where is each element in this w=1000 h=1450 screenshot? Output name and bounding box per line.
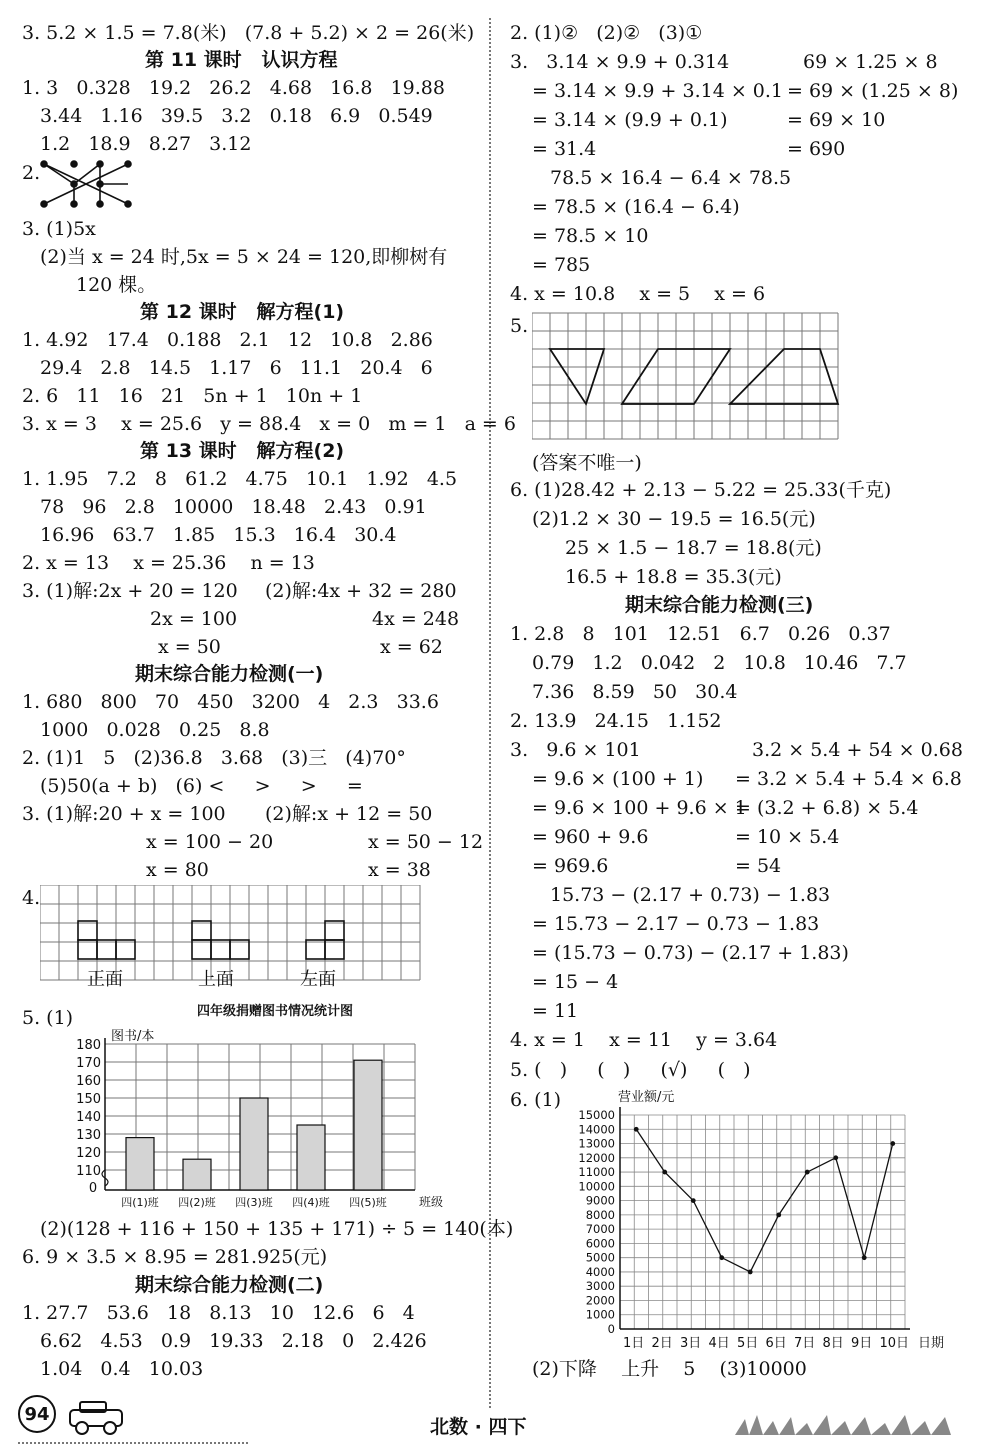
answer-line: x = 38 bbox=[368, 859, 431, 881]
answer-line: 3. 3.14 × 9.9 + 0.314 bbox=[510, 51, 730, 73]
answer-line: 1. 1.95 7.2 8 61.2 4.75 10.1 1.92 4.5 bbox=[22, 468, 458, 490]
y-tick-label: 150 bbox=[76, 1092, 101, 1107]
matching-diagram bbox=[38, 158, 138, 214]
section-heading: 期末综合能力检测(一) bbox=[135, 663, 324, 685]
answer-line: = 54 bbox=[735, 855, 782, 877]
answer-line: 69 × 1.25 × 8 bbox=[803, 51, 938, 73]
y-tick-label: 7000 bbox=[585, 1222, 615, 1237]
y-tick-label: 120 bbox=[76, 1146, 101, 1161]
answer-line: = 10 × 5.4 bbox=[735, 826, 840, 848]
y-tick-label: 170 bbox=[76, 1056, 101, 1071]
answer-line: 3. 5.2 × 1.5 = 7.8(米) (7.8 + 5.2) × 2 = 26(米) bbox=[22, 22, 475, 44]
y-tick-label: 110 bbox=[76, 1164, 101, 1179]
data-point bbox=[833, 1155, 838, 1160]
y-tick-label: 12000 bbox=[578, 1150, 615, 1165]
answer-line: 4x = 248 bbox=[372, 608, 460, 630]
answer-line: 3. 9.6 × 101 bbox=[510, 739, 641, 761]
answer-line: 78 96 2.8 10000 18.48 2.43 0.91 bbox=[40, 496, 427, 518]
y-tick-label: 0 bbox=[88, 1181, 98, 1196]
answer-line: 1. 27.7 53.6 18 8.13 10 12.6 6 4 bbox=[22, 1302, 415, 1324]
triangle-shape bbox=[550, 349, 604, 404]
section-heading: 第 11 课时 认识方程 bbox=[145, 49, 338, 71]
y-tick-label: 14000 bbox=[578, 1122, 615, 1137]
answer-line: 6. (1)28.42 + 2.13 − 5.22 = 25.33(千克) bbox=[510, 479, 892, 501]
answer-line: = 69 × 10 bbox=[787, 109, 886, 131]
answer-line: 120 棵。 bbox=[76, 274, 157, 296]
answer-line: = 78.5 × (16.4 − 6.4) bbox=[532, 196, 740, 218]
x-axis-label: 日期 bbox=[918, 1336, 945, 1351]
answer-line: 3. (1)5x bbox=[22, 218, 96, 240]
answer-line: 1000 0.028 0.25 8.8 bbox=[40, 719, 270, 741]
footer-subject: 北数 · 四下 bbox=[430, 1416, 527, 1438]
answer-line: 6. (1) bbox=[510, 1089, 562, 1111]
answer-line: 3.2 × 5.4 + 54 × 0.68 bbox=[752, 739, 963, 761]
y-tick-label: 13000 bbox=[578, 1136, 615, 1151]
y-tick-label: 160 bbox=[76, 1074, 101, 1089]
answer-line: 2. 6 11 16 21 5n + 1 10n + 1 bbox=[22, 385, 363, 407]
y-tick-label: 140 bbox=[76, 1110, 101, 1125]
answer-line: x = 50 − 12 bbox=[368, 831, 484, 853]
footer-rule bbox=[18, 1442, 248, 1444]
answer-line: = 9.6 × (100 + 1) bbox=[532, 768, 704, 790]
answer-line: = 3.2 × 5.4 + 5.4 × 6.8 bbox=[735, 768, 962, 790]
answer-line: = 690 bbox=[787, 138, 846, 160]
y-tick-label: 11000 bbox=[578, 1165, 615, 1180]
answer-line: 2. (1)1 5 (2)36.8 3.68 (3)三 (4)70° bbox=[22, 747, 406, 769]
y-axis-label: 图书/本 bbox=[111, 1029, 155, 1044]
answer-line: 4. x = 1 x = 11 y = 3.64 bbox=[510, 1029, 778, 1051]
data-point bbox=[748, 1270, 753, 1275]
answer-line: 5. bbox=[510, 315, 529, 337]
answer-line: (2)解:4x + 32 = 280 bbox=[265, 580, 457, 602]
y-tick-label: 8000 bbox=[585, 1207, 615, 1222]
answer-line: = 785 bbox=[532, 254, 591, 276]
y-tick-label: 180 bbox=[76, 1038, 101, 1053]
x-axis-label: 班级 bbox=[419, 1195, 444, 1209]
x-tick-label: 9日 bbox=[851, 1336, 873, 1351]
data-point bbox=[776, 1212, 781, 1217]
bar bbox=[183, 1159, 211, 1190]
answer-line: 7.36 8.59 50 30.4 bbox=[532, 681, 738, 703]
line-chart bbox=[560, 1083, 960, 1353]
column-divider bbox=[489, 18, 491, 1408]
x-tick-label: 8日 bbox=[822, 1336, 844, 1351]
answer-line: 1. 4.92 17.4 0.188 2.1 12 10.8 2.86 bbox=[22, 329, 433, 351]
answer-line: 2. bbox=[22, 162, 41, 184]
answer-line: = 15.73 − 2.17 − 0.73 − 1.83 bbox=[532, 913, 820, 935]
section-heading: 第 12 课时 解方程(1) bbox=[140, 301, 345, 323]
y-tick-label: 6000 bbox=[585, 1236, 615, 1251]
y-tick-label: 4000 bbox=[585, 1264, 615, 1279]
view-label-top: 上面 bbox=[198, 969, 234, 990]
view-label-left: 左面 bbox=[300, 969, 336, 990]
answer-line: 6.62 4.53 0.9 19.33 2.18 0 2.426 bbox=[40, 1330, 427, 1352]
answer-line: (5)50(a + b) (6) < > > = bbox=[40, 775, 363, 797]
data-point bbox=[691, 1198, 696, 1203]
view-label-front: 正面 bbox=[87, 969, 123, 990]
bar bbox=[354, 1060, 382, 1190]
answer-line: 3. x = 3 x = 25.6 y = 88.4 x = 0 m = 1 a = 6 bbox=[22, 413, 516, 435]
data-point bbox=[805, 1170, 810, 1175]
bar bbox=[126, 1138, 154, 1190]
section-heading: 第 13 课时 解方程(2) bbox=[140, 440, 345, 462]
answer-line: 16.96 63.7 1.85 15.3 16.4 30.4 bbox=[40, 524, 397, 546]
y-tick-label: 15000 bbox=[578, 1108, 615, 1122]
answer-line: 25 × 1.5 − 18.7 = 18.8(元) bbox=[565, 537, 822, 559]
y-tick-label: 2000 bbox=[585, 1293, 615, 1308]
answer-line: (2)1.2 × 30 − 19.5 = 16.5(元) bbox=[532, 508, 816, 530]
answer-line: 16.5 + 18.8 = 35.3(元) bbox=[565, 566, 782, 588]
answer-line: 4. bbox=[22, 887, 41, 909]
y-axis-label: 营业额/元 bbox=[618, 1090, 675, 1105]
x-tick-label: 四(4)班 bbox=[292, 1196, 330, 1209]
answer-note: (答案不唯一) bbox=[532, 452, 642, 474]
answer-line: = (3.2 + 6.8) × 5.4 bbox=[735, 797, 919, 819]
x-tick-label: 7日 bbox=[794, 1336, 816, 1351]
x-tick-label: 四(5)班 bbox=[349, 1196, 387, 1209]
answer-line: 5. ( ) ( ) (√) ( ) bbox=[510, 1059, 751, 1081]
answer-line: (2)当 x = 24 时,5x = 5 × 24 = 120,即柳树有 bbox=[40, 246, 448, 268]
chart-title: 四年级捐赠图书情况统计图 bbox=[196, 1004, 354, 1019]
bar bbox=[240, 1098, 268, 1190]
answer-line: 3.44 1.16 39.5 3.2 0.18 6.9 0.549 bbox=[40, 105, 433, 127]
page-number: 94 bbox=[24, 1403, 50, 1425]
answer-line: 78.5 × 16.4 − 6.4 × 78.5 bbox=[550, 167, 792, 189]
bar-chart bbox=[75, 998, 465, 1213]
answer-line: 3. (1)解:2x + 20 = 120 bbox=[22, 580, 238, 602]
answer-line: x = 100 − 20 bbox=[146, 831, 274, 853]
answer-line: = 969.6 bbox=[532, 855, 609, 877]
y-tick-label: 5000 bbox=[585, 1250, 615, 1265]
grass-decoration-icon bbox=[735, 1405, 965, 1437]
answer-line: = 11 bbox=[532, 1000, 579, 1022]
x-tick-label: 3日 bbox=[680, 1336, 702, 1351]
answer-line: 2x = 100 bbox=[150, 608, 238, 630]
answer-line: 15.73 − (2.17 + 0.73) − 1.83 bbox=[550, 884, 831, 906]
answer-line: 6. 9 × 3.5 × 8.95 = 281.925(元) bbox=[22, 1246, 328, 1268]
section-heading: 期末综合能力检测(三) bbox=[625, 594, 814, 616]
y-tick-label: 130 bbox=[76, 1128, 101, 1143]
answer-line: (2)下降 上升 5 (3)10000 bbox=[532, 1358, 807, 1380]
answer-line: x = 62 bbox=[380, 636, 443, 658]
data-point bbox=[662, 1170, 667, 1175]
bar bbox=[297, 1125, 325, 1190]
answer-line: = 9.6 × 100 + 9.6 × 1 bbox=[532, 797, 747, 819]
x-tick-label: 10日 bbox=[879, 1336, 910, 1351]
x-tick-label: 1日 bbox=[623, 1336, 645, 1351]
y-tick-label: 3000 bbox=[585, 1279, 615, 1294]
answer-line: 3. (1)解:20 + x = 100 bbox=[22, 803, 226, 825]
answer-line: = 31.4 bbox=[532, 138, 597, 160]
x-tick-label: 4日 bbox=[708, 1336, 730, 1351]
answer-line: = 3.14 × (9.9 + 0.1) bbox=[532, 109, 728, 131]
data-point bbox=[719, 1255, 724, 1260]
data-point bbox=[634, 1127, 639, 1132]
answer-line: = 3.14 × 9.9 + 3.14 × 0.1 bbox=[532, 80, 783, 102]
data-point bbox=[890, 1141, 895, 1146]
answer-line: x = 80 bbox=[146, 859, 209, 881]
y-tick-label: 10000 bbox=[578, 1179, 615, 1194]
x-tick-label: 四(2)班 bbox=[178, 1196, 216, 1209]
answer-line: 4. x = 10.8 x = 5 x = 6 bbox=[510, 283, 766, 305]
section-heading: 期末综合能力检测(二) bbox=[135, 1274, 324, 1296]
answer-line: = (15.73 − 0.73) − (2.17 + 1.83) bbox=[532, 942, 849, 964]
answer-line: 1. 3 0.328 19.2 26.2 4.68 16.8 19.88 bbox=[22, 77, 445, 99]
answer-line: 1. 2.8 8 101 12.51 6.7 0.26 0.37 bbox=[510, 623, 891, 645]
x-tick-label: 2日 bbox=[651, 1336, 673, 1351]
answer-line: 2. x = 13 x = 25.36 n = 13 bbox=[22, 552, 315, 574]
answer-line: 2. 13.9 24.15 1.152 bbox=[510, 710, 722, 732]
answer-line: (2)(128 + 116 + 150 + 135 + 171) ÷ 5 = 140(本) bbox=[40, 1218, 514, 1240]
x-tick-label: 四(3)班 bbox=[235, 1196, 273, 1209]
answer-line: = 78.5 × 10 bbox=[532, 225, 649, 247]
answer-line: 1.2 18.9 8.27 3.12 bbox=[40, 133, 252, 155]
page-number-badge bbox=[18, 1395, 56, 1433]
answer-line: 5. (1) bbox=[22, 1007, 74, 1029]
answer-line: 2. (1)② (2)② (3)① bbox=[510, 22, 703, 44]
answer-line: = 69 × (1.25 × 8) bbox=[787, 80, 959, 102]
answer-line: 0.79 1.2 0.042 2 10.8 10.46 7.7 bbox=[532, 652, 907, 674]
shape-drawing-grid bbox=[532, 312, 858, 444]
x-tick-label: 6日 bbox=[765, 1336, 787, 1351]
three-view-grid bbox=[40, 885, 460, 997]
x-tick-label: 四(1)班 bbox=[121, 1196, 159, 1209]
answer-line: (2)解:x + 12 = 50 bbox=[265, 803, 433, 825]
answer-line: = 15 − 4 bbox=[532, 971, 619, 993]
y-tick-label: 1000 bbox=[585, 1307, 615, 1322]
car-icon bbox=[62, 1398, 132, 1438]
answer-line: x = 50 bbox=[158, 636, 221, 658]
y-tick-label: 0 bbox=[607, 1322, 615, 1336]
answer-line: 1. 680 800 70 450 3200 4 2.3 33.6 bbox=[22, 691, 439, 713]
y-tick-label: 9000 bbox=[585, 1193, 615, 1208]
x-tick-label: 5日 bbox=[737, 1336, 759, 1351]
answer-line: 29.4 2.8 14.5 1.17 6 11.1 20.4 6 bbox=[40, 357, 433, 379]
answer-line: = 960 + 9.6 bbox=[532, 826, 649, 848]
answer-line: 1.04 0.4 10.03 bbox=[40, 1358, 204, 1380]
data-point bbox=[862, 1255, 867, 1260]
